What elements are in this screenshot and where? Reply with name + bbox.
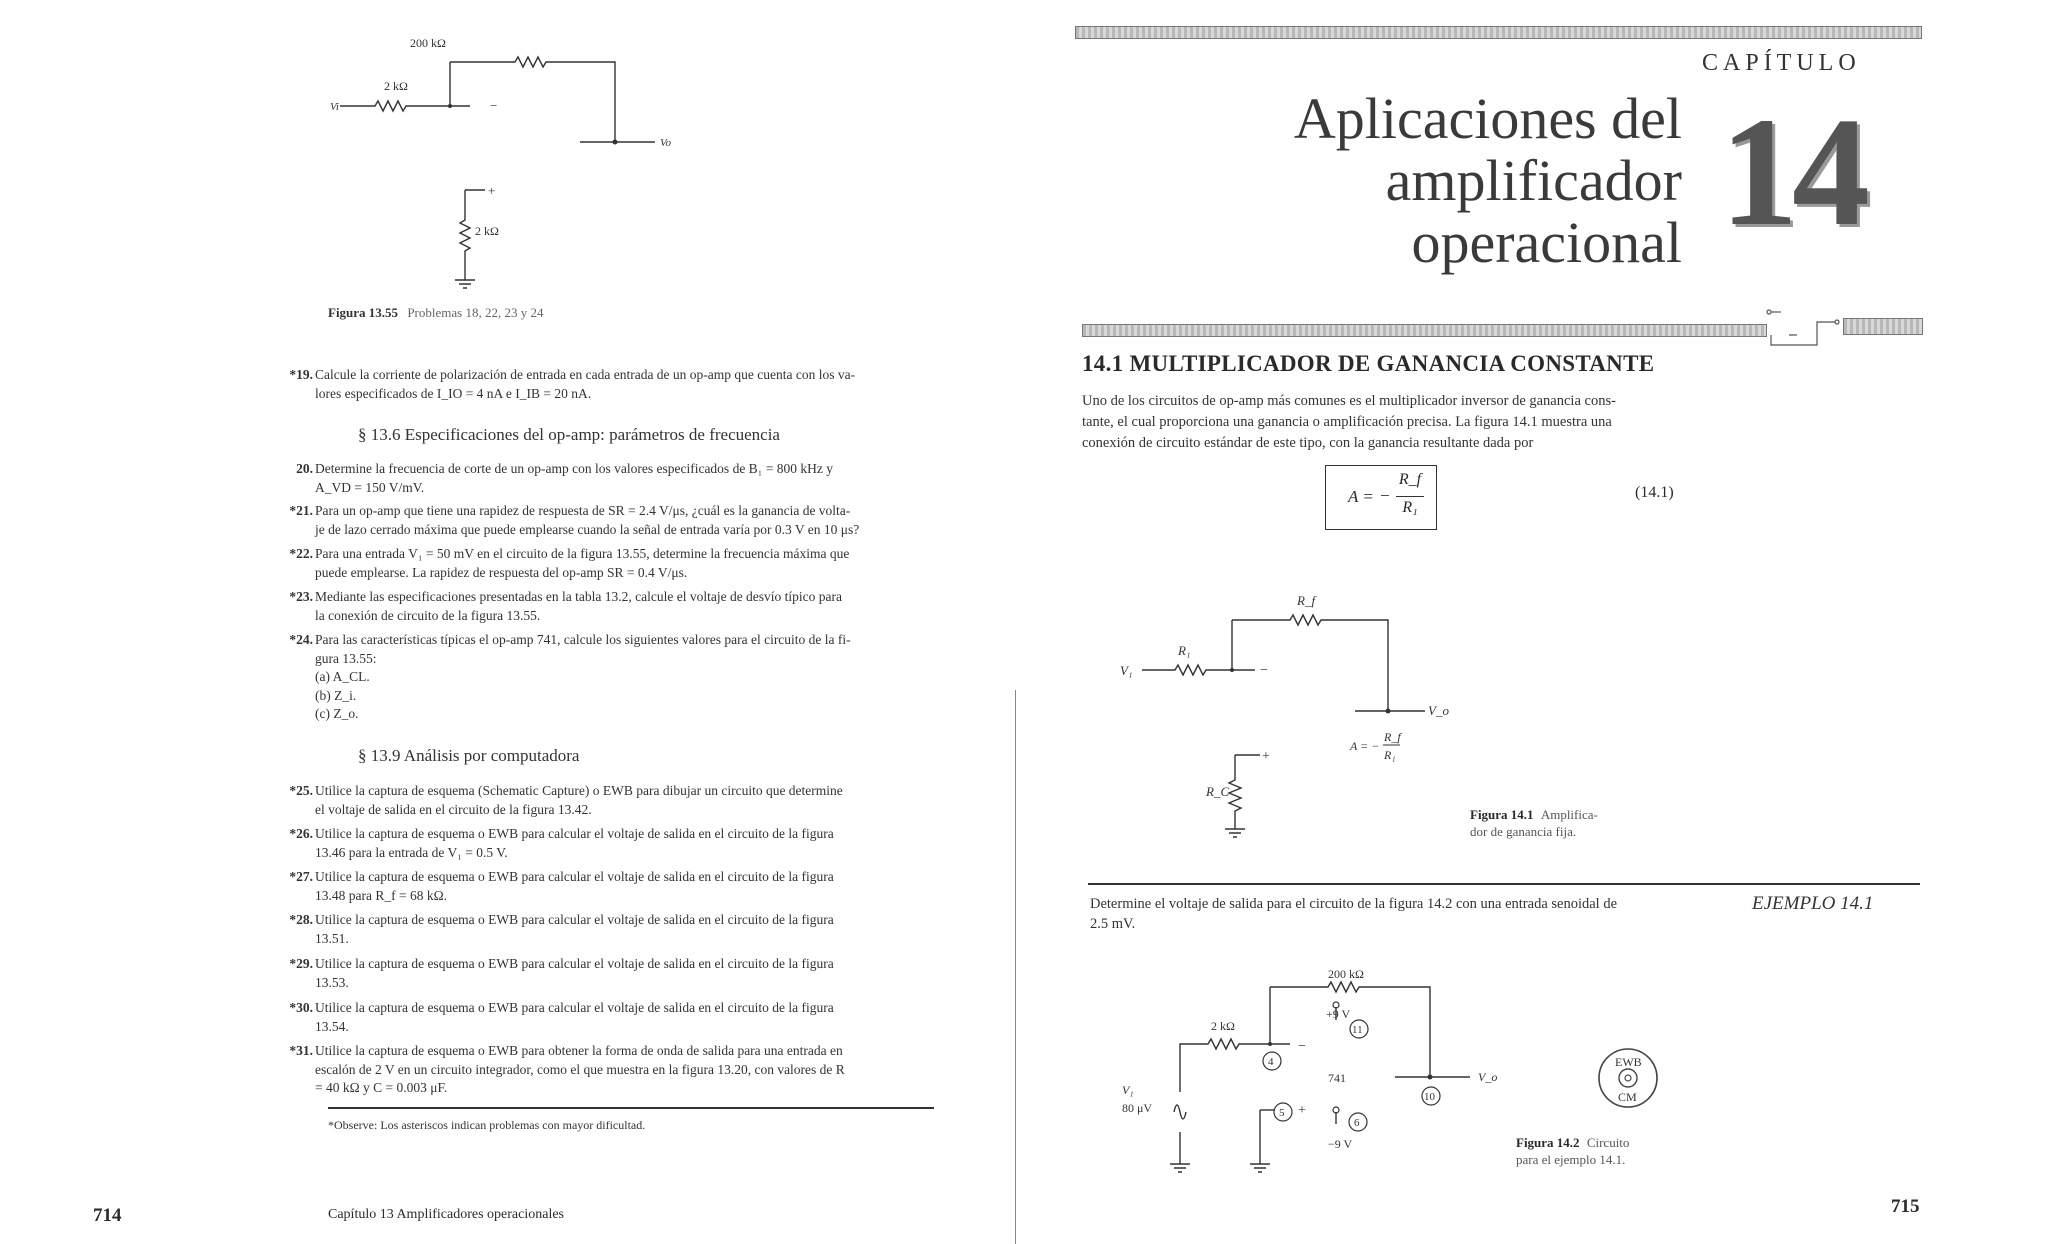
- fig142-rin: 2 kΩ: [1211, 1019, 1235, 1033]
- fig141-gain-den: R₁: [1384, 748, 1396, 762]
- fig142-rf: 200 kΩ: [1328, 967, 1364, 981]
- pin-11: 11: [1352, 1024, 1363, 1036]
- example-label: EJEMPLO 14.1: [1752, 893, 1874, 914]
- section-heading-13-9: § 13.9 Análisis por computadora: [358, 746, 580, 765]
- fig1355-minus: −: [490, 98, 498, 113]
- problem-22: *22. Para una entrada V₁ = 50 mV en el circuito de la figura 13.55, determine la frecuencia máxima que puede emplearse. La rapidez de respuesta del op-amp SR = 0.4 V/μs.: [289, 546, 850, 580]
- fig141-minus: −: [1260, 663, 1268, 678]
- problem-28: *28. Utilice la captura de esquema o EWB para calcular el voltaje de salida en el circuito de la figura 13.51.: [289, 912, 834, 946]
- title-line-1: Aplicaciones del: [1293, 86, 1682, 151]
- fig142-v1-value: 80 μV: [1122, 1101, 1153, 1115]
- example-14-1-text: Determine el voltaje de salida para el circuito de la figura 14.2 con una entrada senoidal de 2.5 mV.: [1090, 896, 1618, 932]
- equation-number: (14.1): [1635, 484, 1674, 501]
- fig1355-vi-label: Vi: [330, 101, 339, 113]
- caption-text: Problemas 18, 22, 23 y 24: [407, 305, 544, 320]
- example-rule: [1088, 883, 1920, 885]
- fig141-r1: R₁: [1178, 643, 1191, 658]
- problem-25: *25. Utilice la captura de esquema (Schematic Capture) o EWB para dibujar un circuito que determine el voltaje de salida en el circuito de la figura 13.42.: [289, 783, 843, 817]
- running-footer: Capítulo 13 Amplificadores operacionales: [328, 1207, 564, 1222]
- fig141-gain-num: R_f: [1384, 730, 1401, 744]
- fig1355-rin-label: 2 kΩ: [384, 79, 408, 93]
- fig142-plus: +: [1298, 1103, 1306, 1118]
- figure-14-2-caption: Figura 14.2 Circuito para el ejemplo 14.1.: [1516, 1135, 1630, 1167]
- fig142-v1: V₁: [1122, 1083, 1134, 1097]
- figure-13-55-caption: [328, 303, 543, 322]
- top-decorative-bar: [1075, 26, 1922, 39]
- page-number-715: 715: [1891, 1196, 1920, 1217]
- pin-6: 6: [1354, 1117, 1360, 1129]
- problem-20: 20. Determine la frecuencia de corte de un op-amp con los valores especificados de B₁ = 800 kHz y A_VD = 150 V/mV.: [296, 461, 833, 495]
- caption-label: Figura 14.2: [1516, 1135, 1580, 1150]
- problem-31: *31. Utilice la captura de esquema o EWB para obtener la forma de onda de salida para una entrada en escalón de 2 V en un circuito integrador, como el que muestra en la figura 13.20, con valores de R = 40 kΩ y C = 0.003 μF.: [289, 1043, 845, 1095]
- figure-13-55-circuit: [320, 30, 680, 300]
- problem-23: *23. Mediante las especificaciones presentadas en la tabla 13.2, calcule el voltaje de desvío típico para la conexión de circuito de la figura 13.55.: [289, 589, 843, 623]
- fig142-minus: −: [1298, 1039, 1306, 1054]
- problem-27: *27. Utilice la captura de esquema o EWB para calcular el voltaje de salida en el circuito de la figura 13.48 para R_f = 68 kΩ.: [289, 869, 834, 903]
- problem-24: *24. Para las características típicas el op-amp 741, calcule los siguientes valores para el circuito de la fi- gura 13.55: (a) A_CL. (b) Z_i. (c) Z_o.: [289, 632, 851, 721]
- title-line-3: operacional: [1411, 210, 1682, 275]
- book-spine: [1015, 690, 1016, 1244]
- footnote-rule: [328, 1107, 934, 1109]
- fig142-vpos: +9 V: [1326, 1007, 1351, 1021]
- title-line-2: amplificador: [1385, 148, 1682, 213]
- equation-numerator: R_f: [1398, 471, 1422, 488]
- fig142-vneg: −9 V: [1328, 1137, 1353, 1151]
- section-decorative-bar: [1082, 324, 1767, 337]
- fig1355-rf-label: 200 kΩ: [410, 36, 446, 50]
- caption-label: Figura 13.55: [328, 305, 399, 320]
- badge-top-text: EWB: [1615, 1055, 1642, 1069]
- fig1355-vo-label: Vo: [660, 137, 671, 149]
- section-14-1-heading: 14.1 MULTIPLICADOR DE GANANCIA CONSTANTE: [1082, 351, 1655, 376]
- problem-19: *19. Calcule la corriente de polarización de entrada en cada entrada de un op-amp que cuenta con los va- lores especificados de I_IO = 4 nA e I_IB = 20 nA.: [289, 367, 856, 401]
- fig141-v1: V₁: [1120, 663, 1133, 678]
- switch-icon: [1765, 305, 1845, 355]
- page-number-714: 714: [93, 1205, 122, 1226]
- fig141-rc: R_C: [1206, 784, 1230, 799]
- section-heading-13-6: § 13.6 Especificaciones del op-amp: parámetros de frecuencia: [358, 425, 780, 444]
- intro-paragraph: Uno de los circuitos de op-amp más comunes es el multiplicador inversor de ganancia cons- tante, el cual proporciona una ganancia o amplificación precisa. La figura 14.1 muestra una conexión de circuito estándar de este tipo, con la ganancia resultante dada por: [1082, 393, 1616, 451]
- fraction-bar: [1396, 496, 1424, 497]
- fig142-vo: V_o: [1478, 1070, 1498, 1084]
- ewb-cd-icon: [1595, 1045, 1661, 1111]
- fig141-gain-lhs: A = −: [1350, 739, 1380, 753]
- fig1355-plus: +: [488, 183, 496, 198]
- equation-sign: −: [1380, 486, 1390, 505]
- footnote: *Observe: Los asteriscos indican problemas con mayor dificultad.: [328, 1118, 646, 1132]
- equation-denominator: R₁: [1402, 499, 1418, 516]
- badge-bottom-text: CM: [1618, 1090, 1637, 1104]
- fig141-rf: R_f: [1297, 593, 1316, 608]
- problem-30: *30. Utilice la captura de esquema o EWB para calcular el voltaje de salida en el circuito de la figura 13.54.: [289, 1000, 834, 1034]
- chapter-title: [1190, 88, 1682, 274]
- problem-26: *26. Utilice la captura de esquema o EWB para calcular el voltaje de salida en el circuito de la figura 13.46 para la entrada de V₁ = 0.5 V.: [289, 826, 834, 860]
- problem-21: *21. Para un op-amp que tiene una rapidez de respuesta de SR = 2.4 V/μs, ¿cuál es la ganancia de volta- je de lazo cerrado máxima que puede emplearse cuando la señal de entrada varía por 0.3 V en 10 μs?: [289, 503, 860, 537]
- figure-14-1-caption: Figura 14.1 Amplifica- dor de ganancia fija.: [1470, 807, 1598, 839]
- section-decorative-bar-right: [1843, 318, 1923, 335]
- problem-29: *29. Utilice la captura de esquema o EWB para calcular el voltaje de salida en el circuito de la figura 13.53.: [289, 956, 834, 990]
- pin-10: 10: [1424, 1091, 1435, 1103]
- chapter-number: 14: [1720, 85, 1864, 258]
- fig142-chip: 741: [1328, 1071, 1346, 1085]
- equation-box: [1325, 465, 1437, 530]
- fig141-vo: V_o: [1428, 703, 1449, 718]
- equation-lhs: A =: [1348, 487, 1374, 506]
- fig141-plus: +: [1262, 749, 1270, 764]
- figure-14-1-circuit: [1110, 585, 1490, 845]
- caption-label: Figura 14.1: [1470, 807, 1534, 822]
- pin-4: 4: [1268, 1056, 1274, 1068]
- pin-5: 5: [1279, 1107, 1285, 1119]
- fig1355-rground-label: 2 kΩ: [475, 224, 499, 238]
- chapter-label: CAPÍTULO: [1702, 50, 1861, 76]
